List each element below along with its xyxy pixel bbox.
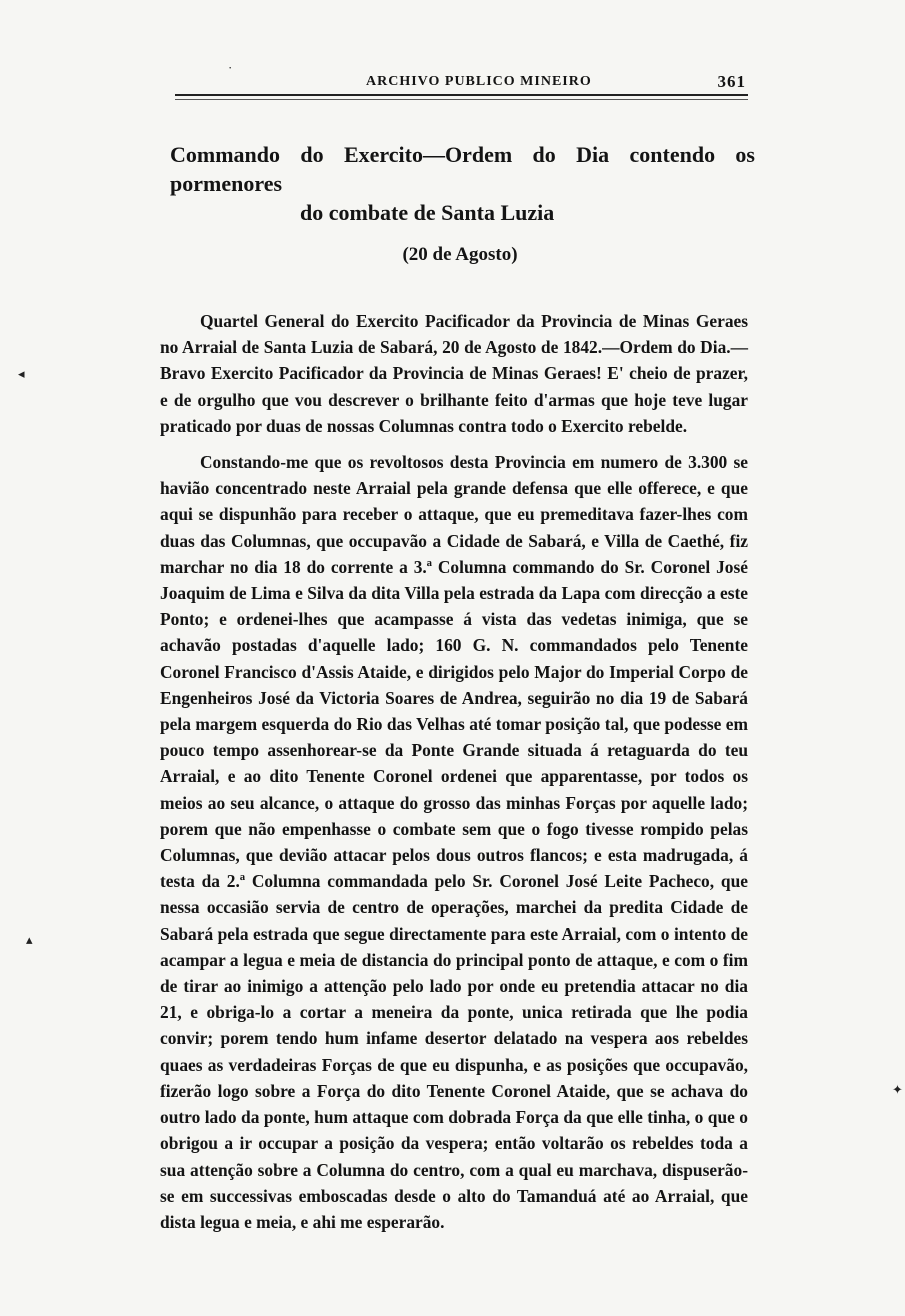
document-title <box>170 140 755 227</box>
margin-mark-left-2: ▴ <box>26 932 33 947</box>
paragraph-1: Quartel General do Exercito Pacificador da Provincia de Minas Geraes no Arraial de Santa Luzia de Sabará, 20 de Agosto de 1842.—Ordem do Dia.—Bravo Exercito Pacificador da Provincia de Minas Geraes! E' cheio de prazer, e de orgulho que vou descrever o brilhante feito d'armas que hoje teve lugar praticado por duas de nossas Columnas contra todo o Exercito rebelde. <box>160 311 748 436</box>
paragraph-2: Constando-me que os revoltosos desta Provincia em numero de 3.300 se havião concentrado neste Arraial pela grande defensa que elle offerece, e que aqui se dispunhão para receber o attaque, que eu premeditava fazer-lhes com duas das Columnas, que occupavão a Cidade de Sabará, e Villa de Caethé, fiz marchar no dia 18 do corrente a 3.ª Columna commando do Sr. Coronel José Joaquim de Lima e Silva da dita Villa pela estrada da Lapa com direcção a este Ponto; e ordenei-lhes que acampasse á vista das vedetas inimiga, que se achavão postadas d'aquelle lado; 160 G. N. commandados pelo Tenente Coronel Francisco d'Assis Ataide, e dirigidos pelo Major do Imperial Corpo de Engenheiros José da Victoria Soares de Andrea, seguirão no dia 19 de Sabará pela margem esquerda do Rio das Velhas até tomar posição tal, que podesse em pouco tempo assenhorear-se da Ponte Grande situada á retaguarda do teu Arraial, e ao dito Tenente Coronel ordenei que apparentasse, por todos os meios ao seu alcance, o attaque do grosso das minhas Forças por aquelle lado; porem que não empenhasse o combate sem que o fogo tivesse rompido pelas Columnas, que devião attacar pelos dous outros flancos; e esta madrugada, á testa da 2.ª Columna commandada pelo Sr. Coronel José Leite Pacheco, que nessa occasião servia de centro de operações, marchei da predita Cidade de Sabará pela estrada que segue directamente para este Arraial, com o intento de acampar a legua e meia de distancia do principal ponto de attaque, e com o fim de tirar ao inimigo a attenção pelo lado por onde eu pretendia attacar no dia 21, e obriga-lo a cortar a meneira da ponte, unica retirada que lhe podia convir; porem tendo hum infame desertor delatado na vespera aos rebeldes quaes as verdadeiras Forças de que eu dispunha, e as posições que occupavão, fizerão logo sobre a Força do dito Tenente Coronel Ataide, que se achava do outro lado da ponte, hum attaque com dobrada Força da que elle tinha, o que o obrigou a ir occupar a posição da vespera; então voltarão os rebeldes toda a sua attenção sobre a Columna do centro, com a qual eu marchava, dispuserão-se em successivas emboscadas desde o alto do Tamanduá até ao Arraial, que dista legua e meia, e ahi me esperarão. <box>160 452 748 1232</box>
margin-mark-left: ◂ <box>18 366 25 381</box>
header-rule <box>175 94 748 100</box>
document-date: (20 de Agosto) <box>402 244 518 265</box>
journal-title: ARCHIVO PUBLICO MINEIRO <box>366 74 592 89</box>
margin-dot: · <box>228 60 233 75</box>
margin-mark-right: ✦ <box>892 1082 903 1097</box>
document-body <box>160 308 748 1235</box>
title-line-1: Commando do Exercito—Ordem do Dia contendo os pormenores <box>170 142 755 196</box>
page-number: 361 <box>717 72 746 91</box>
title-line-2: do combate de Santa Luzia <box>300 200 555 225</box>
running-header <box>176 70 746 92</box>
